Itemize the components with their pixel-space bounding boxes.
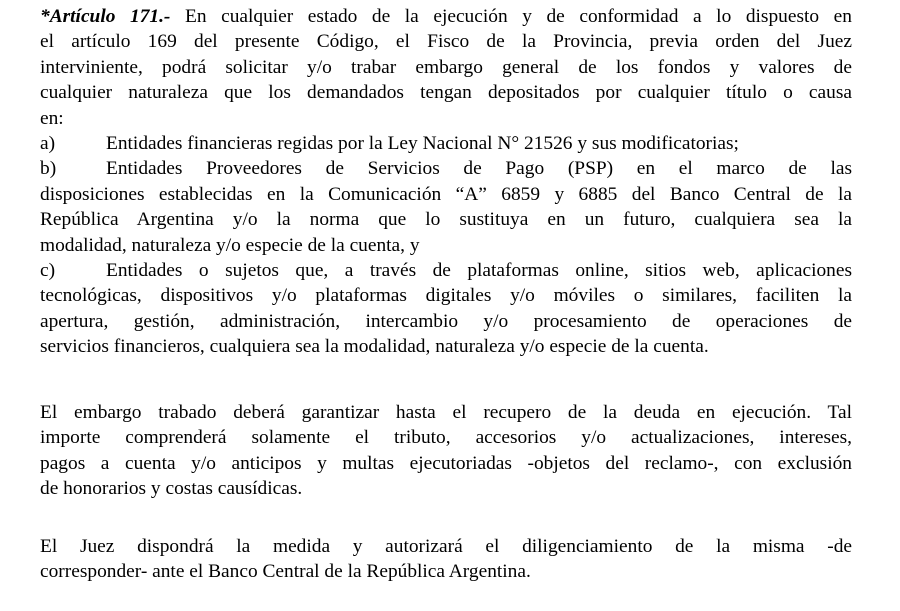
list-item-letter: a) [40,132,56,154]
list-item-text: tecnológicas, dispositivos y/o plataformas digitales y/o móviles o similares, faciliten la [40,285,852,307]
paragraph-line: importe comprenderá solamente el tributo, accesorios y/o actualizaciones, intereses, [40,427,852,449]
paragraph-line: pagos a cuenta y/o anticipos y multas ejecutoriadas -objetos del reclamo-, con exclusión [40,452,852,474]
article-intro-line: el artículo 169 del presente Código, el Fisco de la Provincia, previa orden del Juez [40,31,852,53]
embargo-paragraph [40,400,852,502]
list-item-letter: c) [40,259,56,281]
list-item-text: servicios financieros, cualquiera sea la modalidad, naturaleza y/o especie de la cuenta. [40,336,709,358]
list-item-text: República Argentina y/o la norma que lo sustituya en un futuro, cualquiera sea la [40,209,852,231]
list-item-text: apertura, gestión, administración, intercambio y/o procesamiento de operaciones de [40,310,852,332]
list-item-text: Entidades financieras regidas por la Ley Nacional N° 21526 y sus modificatorias; [106,132,739,154]
paragraph-line: corresponder- ante el Banco Central de la República Argentina. [40,561,531,583]
paragraph-line: de honorarios y costas causídicas. [40,478,303,500]
article-intro-line: interviniente, podrá solicitar y/o trabar embargo general de los fondos y valores de [40,56,852,78]
article-intro-line: En cualquier estado de la ejecución y de conformidad a lo dispuesto en [184,6,852,27]
article-171-section [40,4,852,359]
paragraph-line: El Juez dispondrá la medida y autorizará el diligenciamiento de la misma -de [40,536,852,557]
paragraph-line: El embargo trabado deberá garantizar hasta el recupero de la deuda en ejecución. Tal [40,402,852,423]
judge-paragraph [40,534,852,585]
article-intro-line: en: [40,107,64,129]
article-heading: *Artículo 171.- [40,6,171,27]
article-intro-line: cualquier naturaleza que los demandados tengan depositados por cualquier título o causa [40,82,852,104]
list-item-b [40,156,852,181]
list-item-text: Entidades o sujetos que, a través de plataformas online, sitios web, aplicaciones [106,259,852,281]
list-item-a [40,131,852,156]
article-first-line [40,4,852,29]
list-item-letter: b) [40,158,57,180]
list-item-text: modalidad, naturaleza y/o especie de la cuenta, y [40,234,420,256]
list-item-text: disposiciones establecidas en la Comunicación “A” 6859 y 6885 del Banco Central de la [40,183,852,205]
list-item-text: Entidades Proveedores de Servicios de Pago (PSP) en el marco de las [106,158,852,180]
list-item-c [40,258,852,283]
